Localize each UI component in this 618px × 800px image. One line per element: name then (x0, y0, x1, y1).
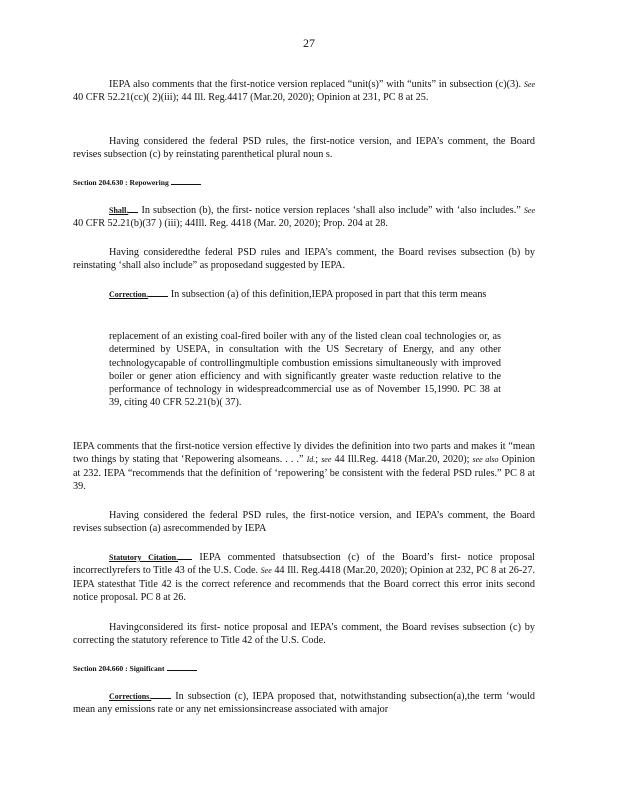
see-signal: see (321, 455, 332, 465)
paragraph-statutory-citation (73, 551, 535, 604)
section-heading-label: Section 204.660 : Significant (73, 664, 165, 673)
keyword-underline (151, 698, 171, 699)
see-signal: See (523, 206, 535, 215)
keyword-shall: Shall. (109, 206, 129, 215)
paragraph-text: IEPA also comments that the first-notice version replaced “unit(s)” with “units” in subsection (c)(3). (109, 79, 522, 90)
paragraph-board-revises-c: Having considered the federal PSD rules, the first-notice version, and IEPA’s comment, the Board revises subsection (c) by reinstating parenthetical plural noun s. (73, 136, 535, 161)
block-quote-repowering-definition: replacement of an existing coal-fired boiler with any of the listed clean coal technologies or, as determined by USEPA, in consultation with the US Secretary of Energy, and any other technologycapable of controllingmultiple combustion emissions simultaneously with improved boiler or gener ation efficiency and with significantly greater waste reduction relative to the performance of technology in widespreadcommercial use as of November 15,1990. PC 38 at 39, citing 40 CFR 52.21(b)( 37). (109, 331, 501, 409)
section-heading-repowering (73, 178, 201, 187)
keyword-underline (178, 559, 192, 560)
paragraph-unit-comment (73, 78, 535, 105)
paragraph-text: In subsection (a) of this definition,IEPA proposed in part that this term means (170, 289, 487, 300)
page-number: 27 (303, 36, 315, 50)
paragraph-text: IEPA comments that the first-notice version effective ly divides the definition into two parts and makes it “mean two things by stating that ‘Repowering alsomeans. . . .” (73, 441, 535, 466)
paragraph-board-revises-a: Having considered the federal PSD rules, the first-notice version, and IEPA’s comment, the Board revises subsection (a) asrecommended by IEPA (73, 510, 535, 535)
paragraph-text: In subsection (c), IEPA proposed that, notwithstanding subsection(a),the term ‘would mean any emissions rate or any net emissionsincrease associated with amajor (73, 691, 536, 716)
id-signal: Id. (306, 455, 316, 465)
citation-text: 40 CFR 52.21(b)(37 ) (iii); 44Ill. Reg. 4418 (Mar. 20, 2020); Prop. 204 at 28. (73, 218, 388, 230)
see-signal: See (260, 566, 272, 576)
section-heading-label: Section 204.630 : Repowering (73, 178, 169, 187)
paragraph-board-revises-b: Having consideredthe federal PSD rules and IEPA’s comment, the Board revises subsection (b) by reinstating ‘shall also include” as proposedand suggested by IEPA. (73, 247, 535, 272)
paragraph-shall (73, 204, 535, 231)
paragraph-iepa-two-parts: IEPA comments that the first-notice version effective ly divides the definition into two parts and makes it “mean two things by stating that ‘Repowering alsomeans. . . .” Id.; see 44 Ill.Reg. 4418 (Mar.20, 2020); see also Opinion at 232. IEPA “recommends that the definition of ‘repowering’ be consistent with the federal PSD rules.” PC 8 at 39. (73, 441, 536, 492)
paragraph-text: In subsection (b), the first- notice version replaces ‘shall also include” with ‘also includes.” (141, 205, 521, 216)
citation-text: 44 Ill. Reg.4418 (Mar.20, 2020); Opinion at 232, PC 8 at 26-27. IEPA statesthat Title 42 is the correct reference and recommends that the Board correct this error inits second notice proposal. PC 8 at 26. (73, 565, 536, 603)
section-heading-significant (73, 664, 197, 673)
heading-underline (167, 670, 197, 671)
see-also-signal: see also (472, 455, 499, 465)
see-signal: See (523, 80, 535, 89)
paragraph-text: IEPA commented thatsubsection (c) of the Board’s first- notice proposal incorrectlyrefers to Title 43 of the U.S. Code. (73, 552, 535, 577)
paragraph-corrections (73, 690, 535, 717)
citation-text: Opinion at 232. IEPA “recommends that the definition of ‘repowering’ be consistent with the federal PSD rules.” PC 8 at 39. (73, 454, 536, 492)
citation-text: 40 CFR 52.21(cc)( 2)(iii); 44 Ill. Reg.4417 (Mar.20, 2020); Opinion at 231, PC 8 at 25. (73, 92, 429, 104)
keyword-underline (128, 212, 138, 213)
heading-underline (171, 184, 201, 185)
keyword-correction: Correction. (109, 290, 149, 299)
keyword-statutory-citation: Statutory Citation. (109, 553, 179, 562)
keyword-corrections: Corrections. (109, 692, 152, 701)
keyword-underline (148, 296, 168, 297)
paragraph-correction (73, 288, 535, 301)
paragraph-board-revises-title42: Havingconsidered its first- notice proposal and IEPA’s comment, the Board revises subsection (c) by correcting the statutory reference to Title 42 of the U.S. Code. (73, 622, 535, 647)
citation-text: 44 Ill.Reg. 4418 (Mar.20, 2020); (334, 454, 470, 466)
